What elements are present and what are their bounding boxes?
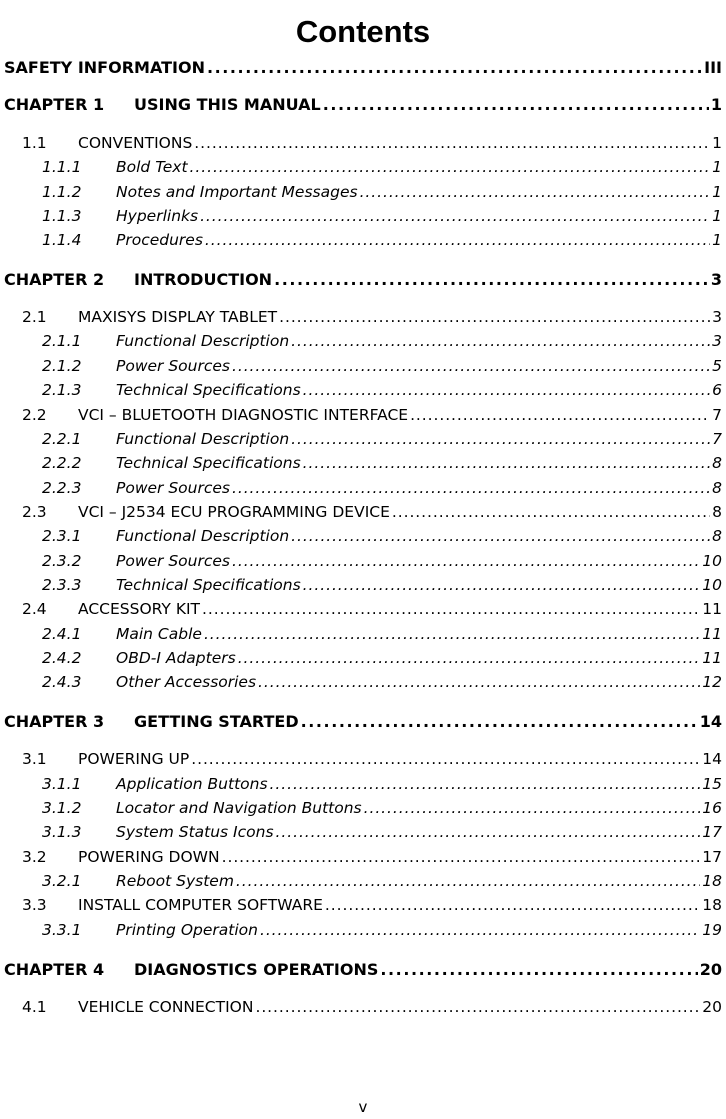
dot-leader <box>232 552 700 570</box>
toc-entry-title: ACCESSORY KIT <box>78 600 201 618</box>
toc-entry-title: VEHICLE CONNECTION <box>78 998 254 1016</box>
toc-subsection-entry[interactable] <box>42 353 722 375</box>
toc-entry-title: POWERING DOWN <box>78 848 220 866</box>
toc-subsection-entry[interactable] <box>42 450 722 472</box>
toc-subsection-entry[interactable] <box>42 917 722 939</box>
toc-entry-title: Functional Description <box>116 430 290 448</box>
toc-entry-number: 2.2.2 <box>42 454 82 472</box>
toc-entry-number: 2.3.3 <box>42 576 82 594</box>
toc-section-entry[interactable] <box>22 892 722 914</box>
toc-entry-title: Application Buttons <box>116 775 268 793</box>
toc-entry-title: VCI – J2534 ECU PROGRAMMING DEVICE <box>78 503 390 521</box>
dot-leader <box>258 673 700 691</box>
dot-leader <box>204 625 700 643</box>
page-title: Contents <box>295 14 431 49</box>
toc-subsection-entry[interactable] <box>42 621 722 643</box>
dot-leader <box>303 454 710 472</box>
toc-subsection-entry[interactable] <box>42 377 722 399</box>
dot-leader <box>260 921 700 939</box>
toc-entry-title: INTRODUCTION <box>134 270 273 289</box>
toc-entry-title: MAXISYS DISPLAY TABLET <box>78 308 278 326</box>
toc-entry-number: 2.3 <box>22 503 47 521</box>
toc-entry-title: Power Sources <box>116 479 230 497</box>
toc-entry-page: 8 <box>712 479 722 497</box>
toc-subsection-entry[interactable] <box>42 771 722 793</box>
toc-entry-title: INSTALL COMPUTER SOFTWARE <box>78 896 323 914</box>
toc-entry-page: 16 <box>702 799 722 817</box>
toc-entry-number: 2.4 <box>22 600 47 618</box>
toc-entry-title: Main Cable <box>116 625 202 643</box>
toc-entry-page: 17 <box>702 848 722 866</box>
toc-entry-number: 1.1.2 <box>42 183 82 201</box>
toc-entry-page: 1 <box>712 207 722 225</box>
toc-entry-page: 18 <box>702 896 722 914</box>
toc-entry-title: Power Sources <box>116 552 230 570</box>
toc-entry-page: 3 <box>712 332 722 350</box>
toc-entry-title: Technical Specifications <box>116 576 301 594</box>
dot-leader <box>270 775 701 793</box>
toc-chapter-entry[interactable] <box>4 55 722 77</box>
dot-leader <box>392 503 710 521</box>
toc-entry-title: SAFETY INFORMATION <box>4 58 205 77</box>
toc-entry-number: 2.1.3 <box>42 381 82 399</box>
toc-entry-title: VCI – BLUETOOTH DIAGNOSTIC INTERFACE <box>78 406 409 424</box>
toc-entry-number: 1.1.4 <box>42 231 82 249</box>
toc-entry-page: 20 <box>699 960 722 979</box>
dot-leader <box>205 231 710 249</box>
dot-leader <box>410 406 710 424</box>
toc-subsection-entry[interactable] <box>42 426 722 448</box>
toc-subsection-entry[interactable] <box>42 523 722 545</box>
toc-entry-number: 3.1 <box>22 750 47 768</box>
toc-entry-number: 1.1 <box>22 134 47 152</box>
dot-leader <box>191 750 700 768</box>
toc-entry-page: 10 <box>702 576 722 594</box>
toc-subsection-entry[interactable] <box>42 475 722 497</box>
dot-leader <box>202 600 700 618</box>
toc-entry-title: Procedures <box>116 231 203 249</box>
dot-leader <box>236 872 700 890</box>
toc-subsection-entry[interactable] <box>42 203 722 225</box>
toc-entry-number: 1.1.1 <box>42 158 82 176</box>
toc-chapter-entry[interactable] <box>4 957 722 979</box>
toc-entry-number: 2.4.1 <box>42 625 82 643</box>
dot-leader <box>274 270 709 289</box>
toc-entry-page: 1 <box>712 183 722 201</box>
toc-entry-number: 3.1.1 <box>42 775 82 793</box>
toc-entry-title: DIAGNOSTICS OPERATIONS <box>134 960 379 979</box>
dot-leader <box>222 848 701 866</box>
toc-entry-page: 7 <box>712 406 722 424</box>
toc-entry-number: 2.2.1 <box>42 430 82 448</box>
toc-entry-page: 1 <box>710 95 722 114</box>
dot-leader <box>291 527 710 545</box>
toc-entry-page: 5 <box>712 357 722 375</box>
toc-entry-page: 8 <box>712 454 722 472</box>
dot-leader <box>303 576 701 594</box>
toc-entry-number: 2.1.1 <box>42 332 82 350</box>
toc-entry-page: 12 <box>702 673 722 691</box>
toc-entry-page: 6 <box>712 381 722 399</box>
toc-entry-page: 14 <box>699 712 722 731</box>
toc-entry-title: CONVENTIONS <box>78 134 193 152</box>
toc-entry-title: POWERING UP <box>78 750 190 768</box>
dot-leader <box>323 95 709 114</box>
toc-entry-page: 14 <box>702 750 722 768</box>
dot-leader <box>194 134 710 152</box>
toc-entry-page: 11 <box>702 600 722 618</box>
dot-leader <box>207 58 702 77</box>
toc-entry-number: 3.2.1 <box>42 872 82 890</box>
dot-leader <box>380 960 697 979</box>
toc-entry-number: 2.4.2 <box>42 649 82 667</box>
toc-entry-number: 3.1.2 <box>42 799 82 817</box>
toc-subsection-entry[interactable] <box>42 669 722 691</box>
toc-section-entry[interactable] <box>22 499 722 521</box>
toc-subsection-entry[interactable] <box>42 645 722 667</box>
toc-entry-page: 7 <box>712 430 722 448</box>
toc-entry-page: 18 <box>702 872 722 890</box>
toc-entry-page: 11 <box>702 649 722 667</box>
toc-subsection-entry[interactable] <box>42 795 722 817</box>
toc-subsection-entry[interactable] <box>42 179 722 201</box>
toc-entry-title: OBD-I Adapters <box>116 649 236 667</box>
toc-entry-number: 1.1.3 <box>42 207 82 225</box>
toc-entry-title: Other Accessories <box>116 673 257 691</box>
toc-subsection-entry[interactable] <box>42 572 722 594</box>
toc-subsection-entry[interactable] <box>42 548 722 570</box>
dot-leader <box>279 308 710 326</box>
toc-entry-number: CHAPTER 4 <box>4 960 105 979</box>
toc-section-entry[interactable] <box>22 844 722 866</box>
toc-entry-number: 2.1.2 <box>42 357 82 375</box>
toc-entry-page: 1 <box>712 134 722 152</box>
toc-entry-page: 19 <box>702 921 722 939</box>
toc-chapter-entry[interactable] <box>4 709 722 731</box>
toc-entry-title: Hyperlinks <box>116 207 199 225</box>
toc-entry-number: 2.3.1 <box>42 527 82 545</box>
toc-entry-number: 2.2 <box>22 406 47 424</box>
toc-subsection-entry[interactable] <box>42 154 722 176</box>
toc-entry-number: 3.2 <box>22 848 47 866</box>
toc-section-entry[interactable] <box>22 746 722 768</box>
toc-entry-title: Technical Specifications <box>116 381 301 399</box>
toc-entry-number: 3.3.1 <box>42 921 82 939</box>
toc-entry-title: Power Sources <box>116 357 230 375</box>
dot-leader <box>190 158 711 176</box>
dot-leader <box>360 183 711 201</box>
toc-entry-number: 2.4.3 <box>42 673 82 691</box>
toc-entry-number: 3.3 <box>22 896 47 914</box>
toc-entry-page: 3 <box>710 270 722 289</box>
toc-entry-page: 10 <box>702 552 722 570</box>
dot-leader <box>325 896 700 914</box>
toc-section-entry[interactable] <box>22 994 722 1016</box>
toc-entry-page: 3 <box>712 308 722 326</box>
toc-entry-title: Bold Text <box>116 158 188 176</box>
dot-leader <box>291 430 710 448</box>
toc-chapter-entry[interactable] <box>4 92 722 114</box>
dot-leader <box>232 357 710 375</box>
toc-entry-title: Printing Operation <box>116 921 258 939</box>
dot-leader <box>255 998 700 1016</box>
toc-section-entry[interactable] <box>22 596 722 618</box>
toc-section-entry[interactable] <box>22 402 722 424</box>
toc-subsection-entry[interactable] <box>42 227 722 249</box>
toc-entry-title: Technical Specifications <box>116 454 301 472</box>
toc-entry-title: Notes and Important Messages <box>116 183 358 201</box>
toc-entry-page: 1 <box>712 231 722 249</box>
toc-entry-page: 1 <box>712 158 722 176</box>
toc-entry-number: 2.1 <box>22 308 47 326</box>
footer-page-number: v <box>358 1098 368 1116</box>
toc-entry-title: Functional Description <box>116 332 290 350</box>
dot-leader <box>291 332 710 350</box>
dot-leader <box>364 799 701 817</box>
dot-leader <box>238 649 701 667</box>
toc-entry-number: CHAPTER 1 <box>4 95 105 114</box>
dot-leader <box>303 381 710 399</box>
toc-section-entry[interactable] <box>22 130 722 152</box>
toc-entry-page: 8 <box>712 503 722 521</box>
dot-leader <box>200 207 710 225</box>
toc-entry-number: CHAPTER 3 <box>4 712 105 731</box>
toc-subsection-entry[interactable] <box>42 328 722 350</box>
toc-entry-number: 4.1 <box>22 998 47 1016</box>
toc-entry-title: System Status Icons <box>116 823 274 841</box>
dot-leader <box>276 823 701 841</box>
toc-entry-title: USING THIS MANUAL <box>134 95 321 114</box>
toc-entry-title: GETTING STARTED <box>134 712 299 731</box>
toc-entry-number: 2.3.2 <box>42 552 82 570</box>
dot-leader <box>301 712 698 731</box>
toc-entry-title: Reboot System <box>116 872 234 890</box>
toc-entry-number: CHAPTER 2 <box>4 270 105 289</box>
toc-section-entry[interactable] <box>22 304 722 326</box>
toc-entry-page: 17 <box>702 823 722 841</box>
toc-entry-number: 3.1.3 <box>42 823 82 841</box>
toc-entry-title: Locator and Navigation Buttons <box>116 799 362 817</box>
toc-entry-page: 15 <box>702 775 722 793</box>
toc-entry-number: 2.2.3 <box>42 479 82 497</box>
toc-subsection-entry[interactable] <box>42 819 722 841</box>
toc-entry-page: 8 <box>712 527 722 545</box>
toc-entry-page: III <box>704 58 722 77</box>
dot-leader <box>232 479 710 497</box>
toc-chapter-entry[interactable] <box>4 267 722 289</box>
toc-entry-page: 20 <box>702 998 722 1016</box>
toc-entry-title: Functional Description <box>116 527 290 545</box>
toc-subsection-entry[interactable] <box>42 868 722 890</box>
toc-entry-page: 11 <box>702 625 722 643</box>
